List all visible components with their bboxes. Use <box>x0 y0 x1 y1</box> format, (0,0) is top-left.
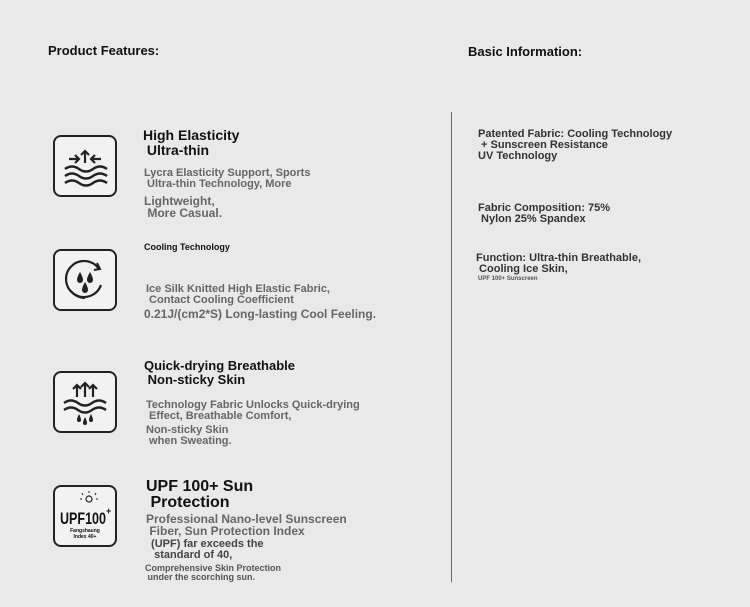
feature-desc-quick-dry-2: Non-sticky Skin when Sweating. <box>146 424 232 447</box>
feature-title-quick-dry: Quick-drying Breathable Non-sticky Skin <box>144 358 295 388</box>
feature-desc-elasticity-1: Lycra Elasticity Support, Sports Ultra-thin Technology, More <box>144 167 311 190</box>
upf-icon-main-text: UPF100 <box>60 509 106 528</box>
feature-desc-cooling-2: 0.21J/(cm2*S) Long-lasting Cool Feeling. <box>144 307 377 321</box>
cooling-drops-icon <box>53 249 117 311</box>
stretch-waves-icon <box>53 135 117 197</box>
feature-desc-upf-1: Professional Nano-level Sunscreen Fiber, Sun Protection Index <box>146 512 347 538</box>
feature-desc-upf-3: Comprehensive Skin Protection under the scorching sun. <box>145 563 282 582</box>
upf-icon-sub-text-2: Index 40+ <box>73 534 97 540</box>
basic-information-heading: Basic Information: <box>468 44 583 59</box>
column-divider <box>451 112 452 582</box>
feature-desc-quick-dry-1: Technology Fabric Unlocks Quick-drying Effect, Breathable Comfort, <box>146 399 360 422</box>
upf-icon-plus-text: + <box>106 506 112 516</box>
info-patented-fabric: Patented Fabric: Cooling Technology + Sunscreen Resistance UV Technology <box>478 128 673 162</box>
feature-title-cooling: Cooling Technology <box>144 242 230 252</box>
upf-100-icon <box>53 485 117 547</box>
info-function-small: UPF 100+ Sunscreen <box>478 276 538 282</box>
quick-dry-icon <box>53 371 117 433</box>
feature-title-upf: UPF 100+ Sun Protection <box>146 478 254 511</box>
upf-icon-sub-text-1: Fangshaung <box>70 528 100 534</box>
feature-desc-cooling-1: Ice Silk Knitted High Elastic Fabric, Contact Cooling Coefficient <box>146 283 330 306</box>
feature-desc-upf-2: (UPF) far exceeds the standard of 40, <box>151 538 264 561</box>
product-features-heading: Product Features: <box>48 43 160 58</box>
feature-title-elasticity: High Elasticity Ultra-thin <box>143 127 240 159</box>
info-fabric-composition: Fabric Composition: 75% Nylon 25% Spandex <box>478 202 611 225</box>
feature-desc-elasticity-2: Lightweight, More Casual. <box>144 194 223 220</box>
info-function: Function: Ultra-thin Breathable, Cooling Ice Skin, <box>476 252 641 275</box>
